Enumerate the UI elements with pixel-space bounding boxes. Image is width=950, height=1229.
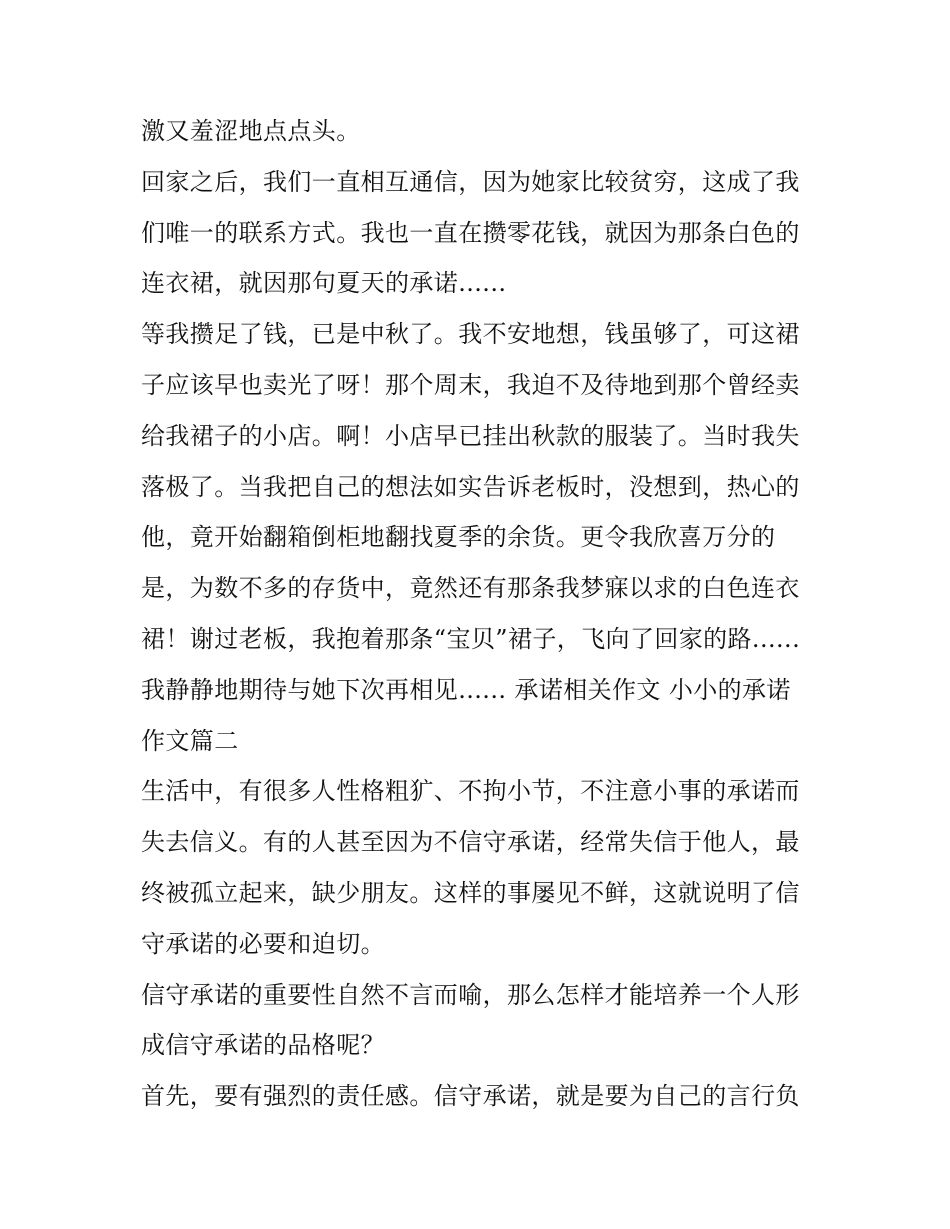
text-line: 终被孤立起来，缺少朋友。这样的事屡见不鲜，这就说明了信 <box>141 878 800 907</box>
text-line: 我静静地期待与她下次再相见...... 承诺相关作文 小小的承诺 <box>141 675 791 704</box>
text-line: 他，竟开始翻箱倒柜地翻找夏季的余货。更令我欣喜万分的 <box>141 523 776 552</box>
text-line: 连衣裙，就因那句夏天的承诺...... <box>141 269 507 298</box>
text-line: 给我裙子的小店。啊！小店早已挂出秋款的服装了。当时我失 <box>141 421 800 450</box>
text-line: 是，为数不多的存货中，竟然还有那条我梦寐以求的白色连衣 <box>141 574 800 603</box>
text-line: 首先，要有强烈的责任感。信守承诺，就是要为自己的言行负 <box>141 1082 800 1111</box>
text-line: 守承诺的必要和迫切。 <box>141 929 385 958</box>
text-line: 落极了。当我把自己的想法如实告诉老板时，没想到，热心的 <box>141 472 800 501</box>
text-line: 失去信义。有的人甚至因为不信守承诺，经常失信于他人，最 <box>141 828 800 857</box>
text-line: 裙！谢过老板，我抱着那条“宝贝”裙子，飞向了回家的路...... <box>141 624 801 653</box>
text-line: 子应该早也卖光了呀！那个周末，我迫不及待地到那个曾经卖 <box>141 370 800 399</box>
text-line: 等我攒足了钱，已是中秋了。我不安地想，钱虽够了，可这裙 <box>141 320 800 349</box>
text-line: 生活中，有很多人性格粗犷、不拘小节，不注意小事的承诺而 <box>141 777 800 806</box>
text-line: 激又羞涩地点点头。 <box>141 117 361 145</box>
body-text <box>141 106 821 1122</box>
text-line: 信守承诺的重要性自然不言而喻，那么怎样才能培养一个人形 <box>141 980 800 1009</box>
section-heading-line: 作文篇二 <box>141 726 239 755</box>
text-line: 们唯一的联系方式。我也一直在攒零花钱，就因为那条白色的 <box>141 218 800 247</box>
text-line: 成信守承诺的品格呢？ <box>141 1031 385 1060</box>
text-line: 回家之后，我们一直相互通信，因为她家比较贫穷，这成了我 <box>141 167 800 196</box>
